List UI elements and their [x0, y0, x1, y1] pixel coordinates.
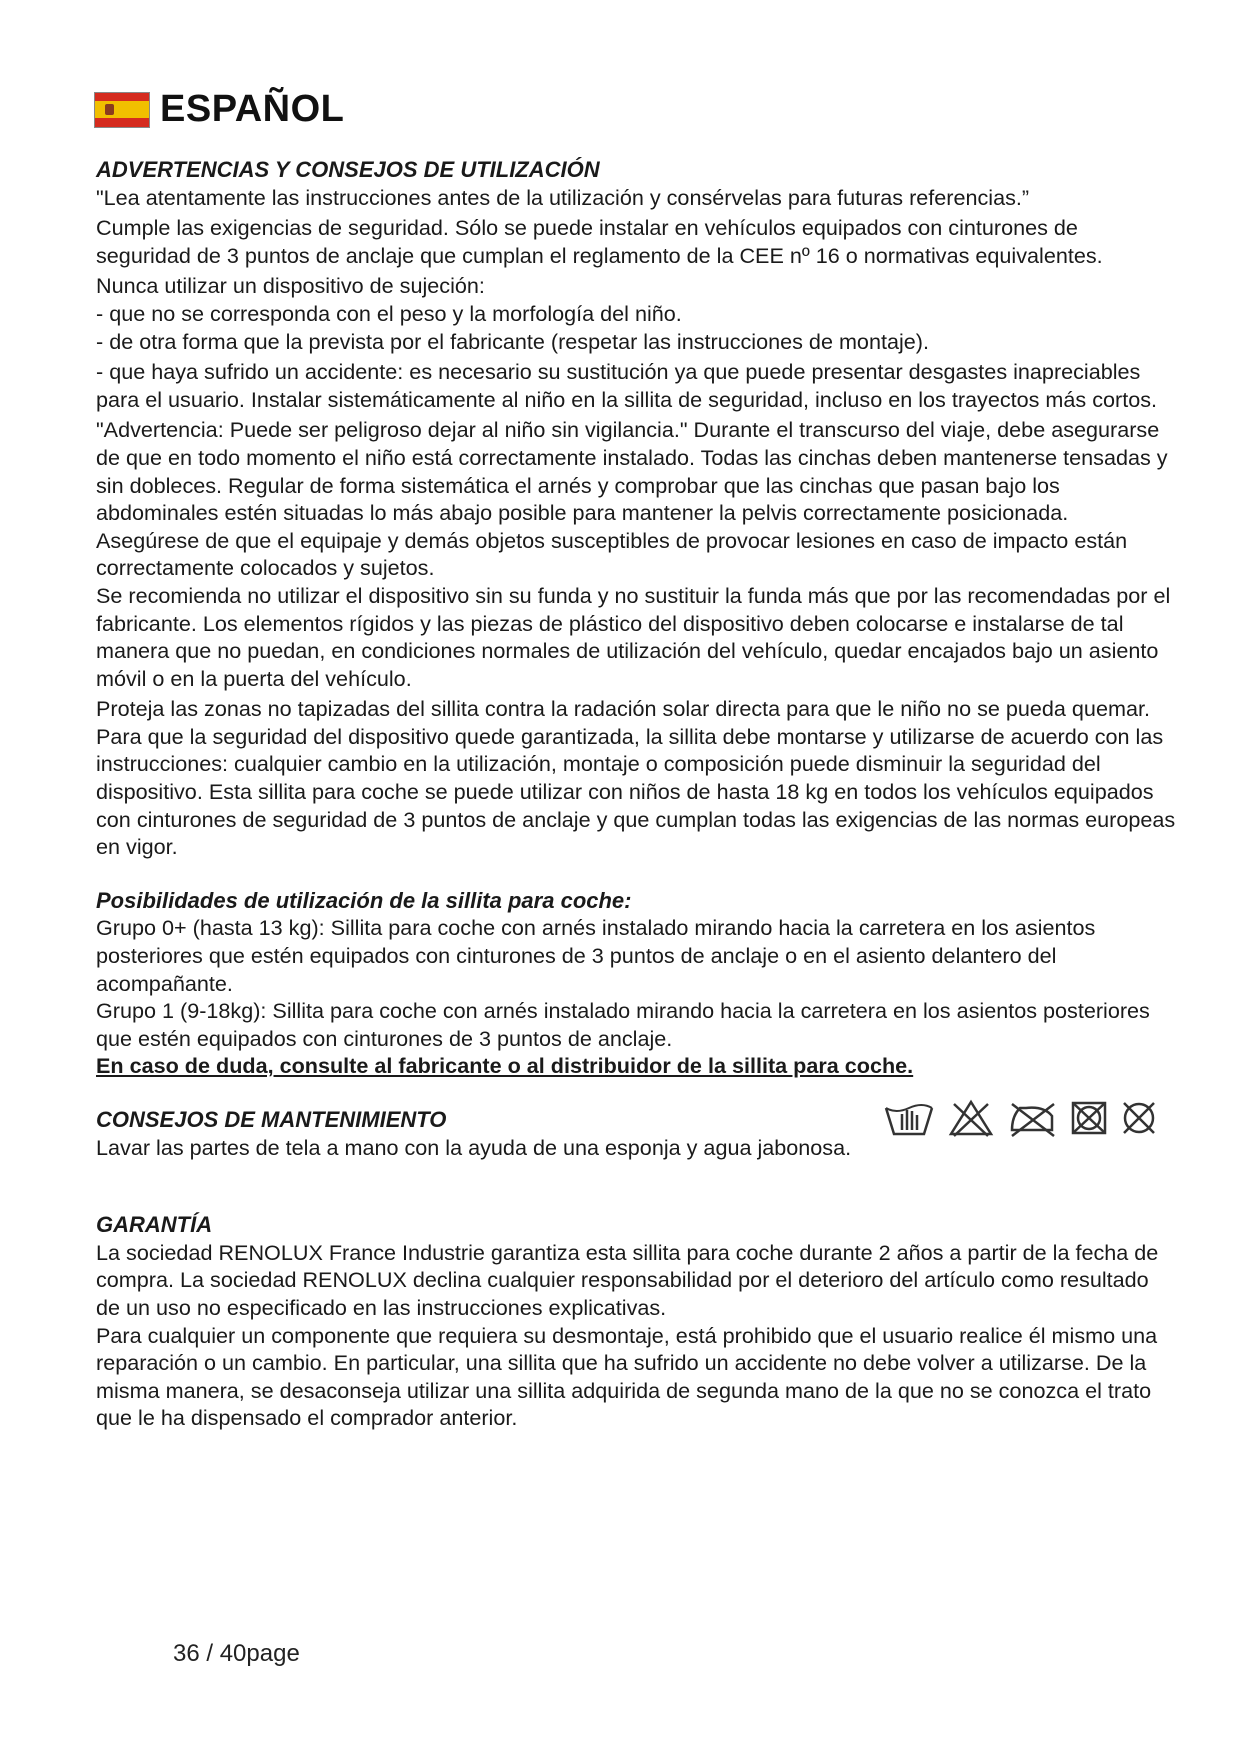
- warranty-paragraph: La sociedad RENOLUX France Industrie garantiza esta sillita para coche durante 2 años a partir de la fecha de compra. La sociedad RENOLUX declina cualquier responsabilidad por el deterioro del artículo como resultado de un uso no especificado en las instrucciones explicativas.: [96, 1239, 1159, 1320]
- maintenance-text: Lavar las partes de tela a mano con la ayuda de una esponja y agua jabonosa.: [96, 1134, 852, 1160]
- warranty-paragraph: Para cualquier un componente que requiera su desmontaje, está prohibido que el usuario realice él mismo una reparación o un cambio. En particular, una sillita que ha sufrido un accidente no debe volver a utilizarse. De la misma manera, se desaconseja utilizar una sillita adquirida de segunda mano de la que no se conozca el trato que le ha dispensado el comprador anterior.: [96, 1322, 1158, 1431]
- maintenance-section: [96, 1106, 1176, 1161]
- warnings-list-item: - que no se corresponda con el peso y la morfología del niño.: [96, 300, 682, 326]
- warnings-paragraph: "Lea atentamente las instrucciones antes de la utilización y consérvelas para futuras referencias.”: [96, 184, 1030, 210]
- usage-group1: Grupo 1 (9-18kg): Sillita para coche con arnés instalado mirando hacia la carretera en los asientos posteriores que estén equipados con cinturones de 3 puntos de anclaje.: [96, 998, 1150, 1051]
- warnings-title: ADVERTENCIAS Y CONSEJOS DE UTILIZACIÓN: [96, 157, 600, 182]
- maintenance-title: CONSEJOS DE MANTENIMIENTO: [96, 1107, 447, 1132]
- usage-title: Posibilidades de utilización de la sillita para coche:: [96, 887, 632, 913]
- language-header: [94, 88, 344, 131]
- do-not-iron-icon: [1004, 1098, 1060, 1138]
- document-body: [96, 156, 1176, 1432]
- usage-group0: Grupo 0+ (hasta 13 kg): Sillita para coche con arnés instalado mirando hacia la carretera en los asientos posteriores que estén equipados con cinturones de 3 puntos de anclaje o en el asiento delantero del acompañante.: [96, 915, 1096, 996]
- warnings-list-item: - que haya sufrido un accidente: es necesario su sustitución ya que puede presentar desgastes inapreciables para el usuario. Instalar sistemáticamente al niño en la sillita de seguridad, incluso en los trayectos más cortos.: [96, 359, 1158, 412]
- care-icons: [880, 1098, 1160, 1138]
- do-not-bleach-icon: [946, 1098, 996, 1138]
- language-title: ESPAÑOL: [160, 88, 345, 130]
- usage-notice: En caso de duda, consulte al fabricante o al distribuidor de la sillita para coche.: [96, 1053, 914, 1079]
- warnings-paragraph: Nunca utilizar un dispositivo de sujeción:: [96, 273, 485, 299]
- hand-wash-icon: [880, 1098, 938, 1138]
- warnings-list-item: - de otra forma que la prevista por el fabricante (respetar las instrucciones de montaje).: [96, 328, 929, 354]
- warnings-paragraph: Cumple las exigencias de seguridad. Sólo se puede instalar en vehículos equipados con cinturones de seguridad de 3 puntos de anclaje que cumplan el reglamento de la CEE nº 16 o normativas equivalentes.: [96, 215, 1103, 268]
- warranty-title: GARANTÍA: [96, 1212, 213, 1238]
- spain-flag-icon: [94, 92, 150, 128]
- do-not-dry-clean-icon: [1118, 1098, 1160, 1138]
- do-not-tumble-dry-icon: [1068, 1098, 1110, 1138]
- page-number: 36 / 40page: [173, 1640, 300, 1667]
- warnings-paragraph: "Advertencia: Puede ser peligroso dejar al niño sin vigilancia." Durante el transcurso del viaje, debe asegurarse de que en todo momento el niño está correctamente instalado. Todas las cinchas deben mantenerse tensadas y sin dobleces. Regular de forma sistemática el arnés y comprobar que las cinchas que pasan bajo los abdominales estén situadas lo más abajo posible para mantener la pelvis correctamente posicionada. Asegúrese de que el equipaje y demás objetos susceptibles de provocar lesiones en caso de impacto están correctamente colocados y sujetos.: [96, 417, 1168, 581]
- warnings-paragraph: Proteja las zonas no tapizadas del sillita contra la radación solar directa para que le niño no se pueda quemar. Para que la seguridad del dispositivo quede garantizada, la sillita debe montarse y utilizarse de acuerdo con las instrucciones: cualquier cambio en la utilización, montaje o composición puede disminuir la seguridad del dispositivo. Esta sillita para coche se puede utilizar con niños de hasta 18 kg en todos los vehículos equipados con cinturones de seguridad de 3 puntos de anclaje y que cumplan todas las exigencias de las normas europeas en vigor.: [96, 696, 1176, 860]
- warnings-paragraph: Se recomienda no utilizar el dispositivo sin su funda y no sustituir la funda más que por las recomendadas por el fabricante. Los elementos rígidos y las piezas de plástico del dispositivo deben colocarse e instalarse de tal manera que no puedan, en condiciones normales de utilización del vehículo, quedar encajados bajo un asiento móvil o en la puerta del vehículo.: [96, 582, 1171, 691]
